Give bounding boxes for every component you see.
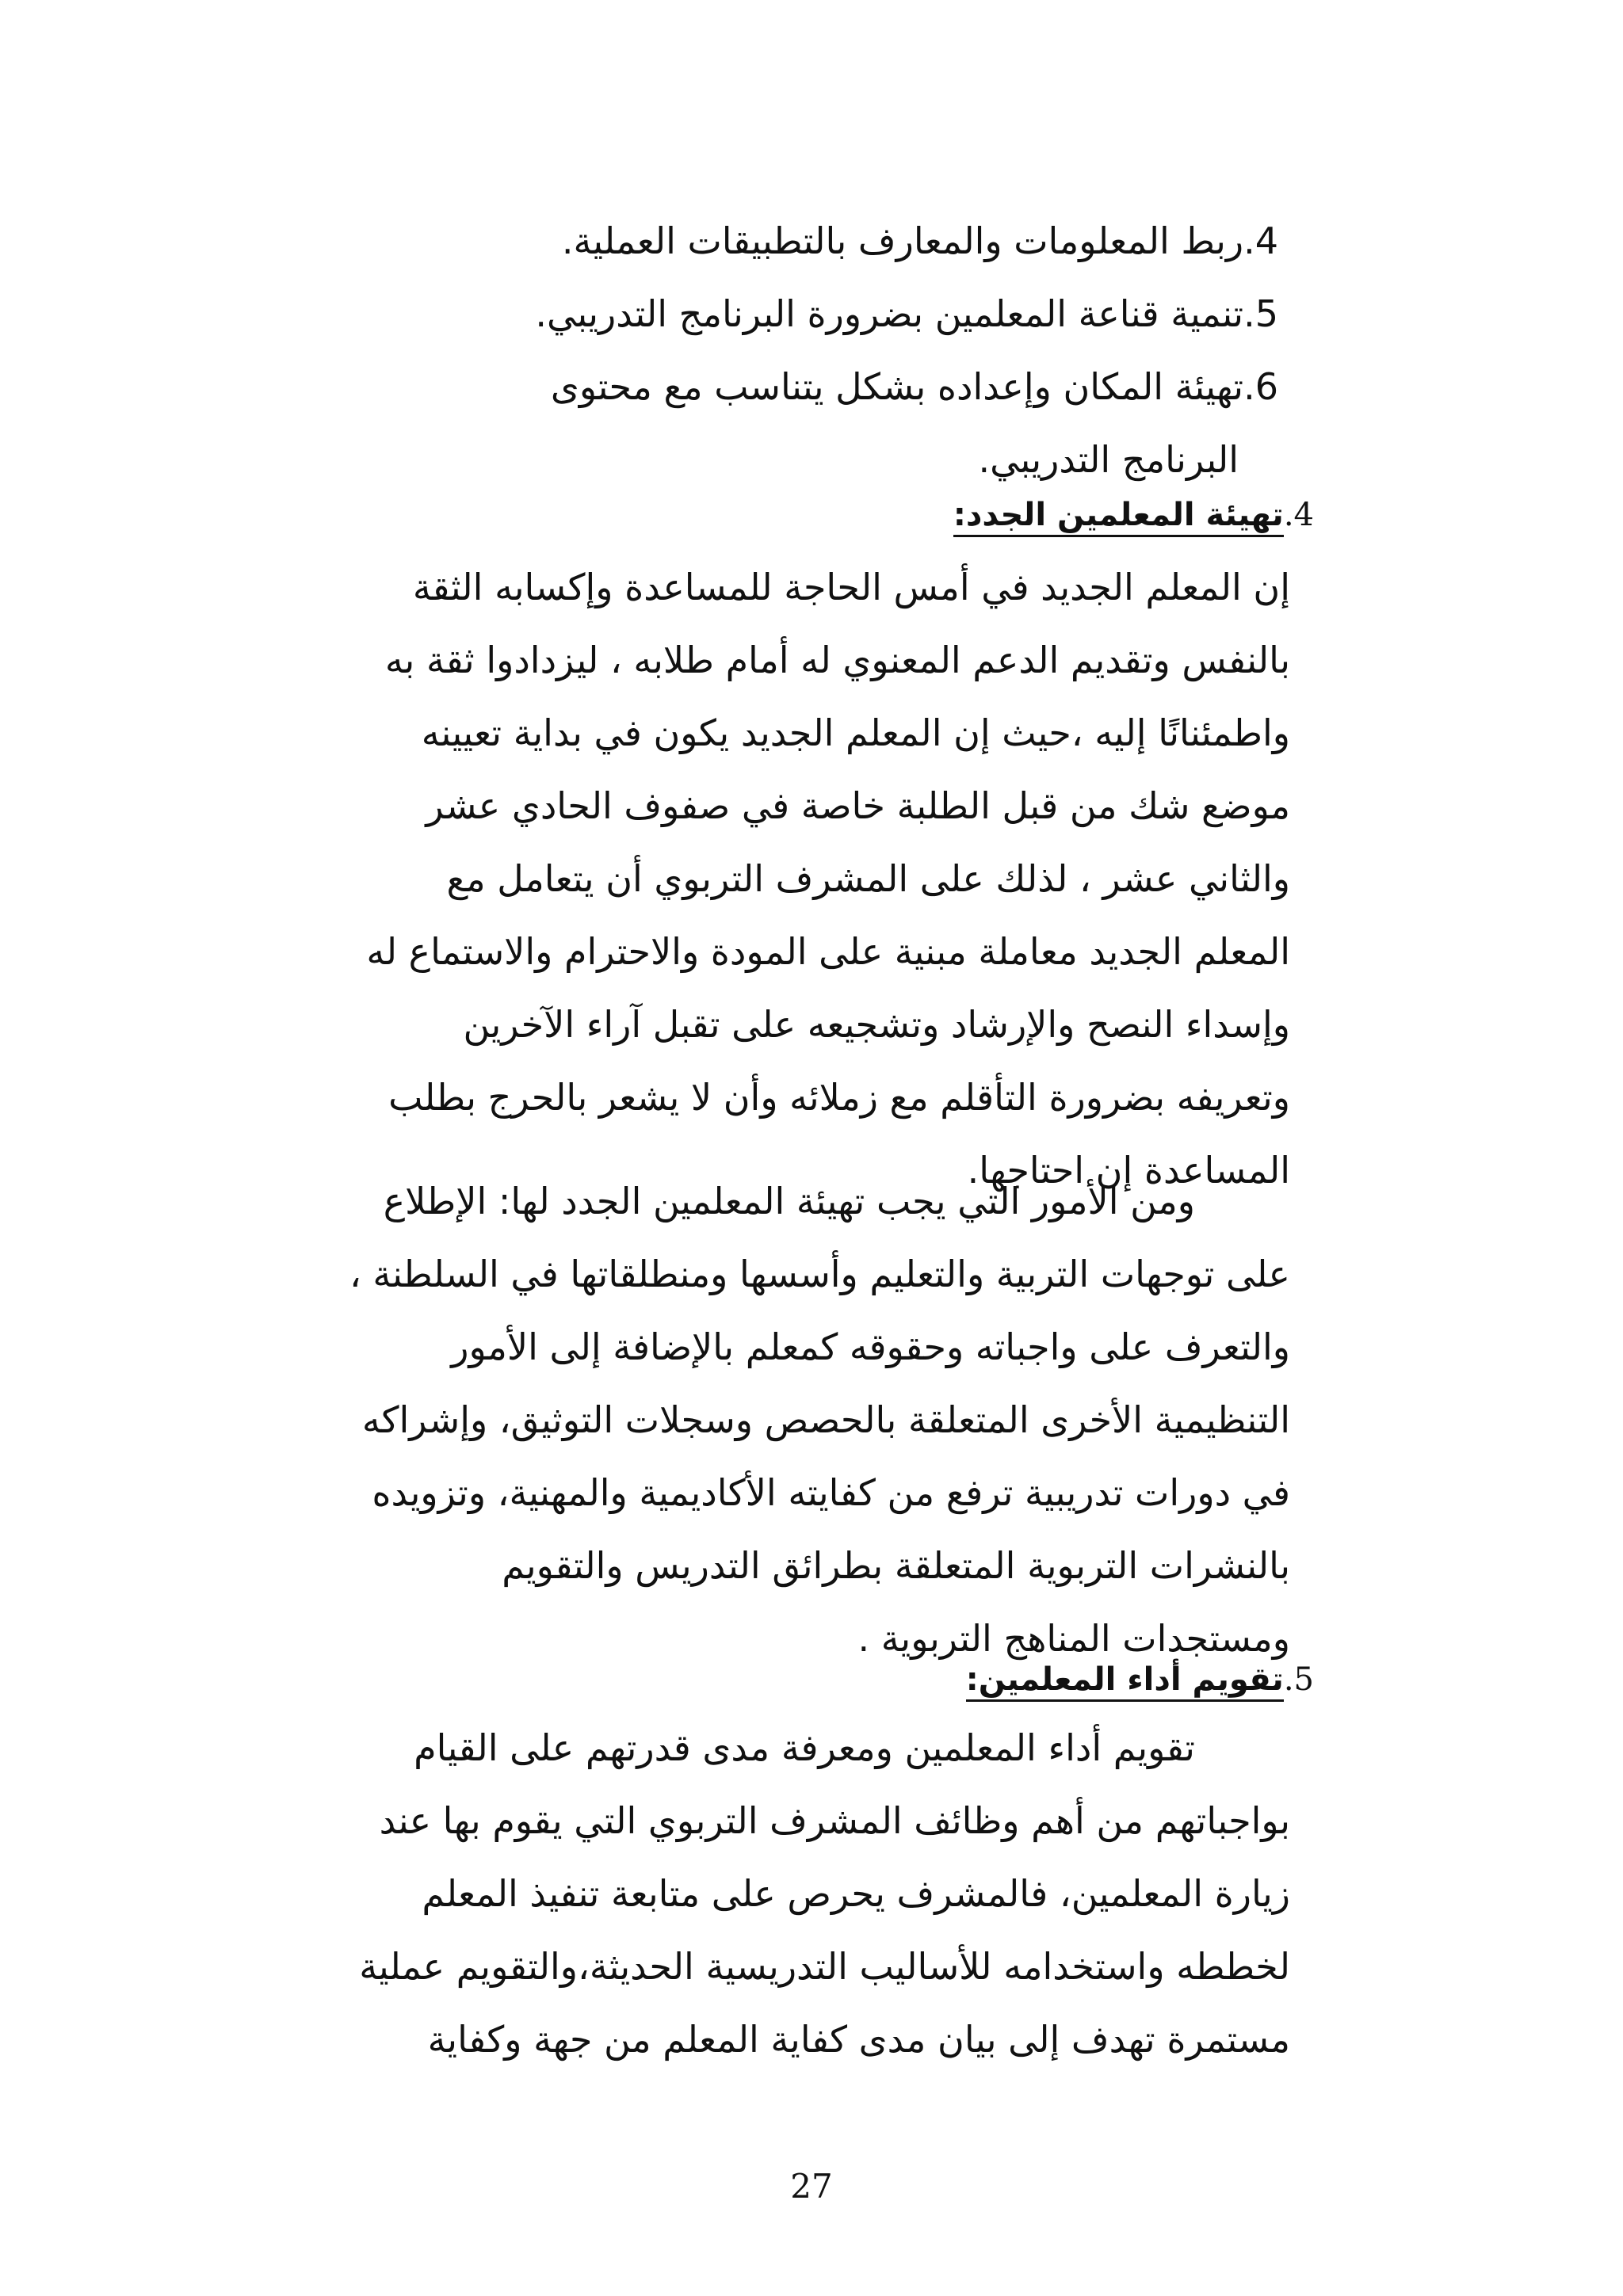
paragraph-new-teachers-1 [260,551,1290,1207]
paragraph-line: المعلم الجديد معاملة مبنية على المودة والاحترام والاستماع له [366,930,1290,973]
paragraph-line: لخططه واستخدامه للأساليب التدريسية الحديثة،والتقويم عملية [359,1945,1290,1988]
paragraph-line: وتعريفه بضرورة التأقلم مع زملائه وأن لا يشعر بالحرج بطلب [388,1076,1290,1119]
page-number: 27 [790,2167,833,2206]
paragraph-line: والثاني عشر ، لذلك على المشرف التربوي أن يتعامل مع [446,857,1290,900]
paragraph-teacher-evaluation [260,1711,1290,2076]
paragraph-line: في دورات تدريبية ترفع من كفايته الأكاديمية والمهنية، وتزويده [372,1471,1290,1514]
section-heading-teacher-evaluation [966,1656,1314,1703]
paragraph-line: على توجهات التربية والتعليم وأسسها ومنطلقاتها في السلطنة ، [349,1253,1290,1295]
list-item: 4.ربط المعلومات والمعارف بالتطبيقات العملية. [561,219,1278,262]
paragraph-line: بالنفس وتقديم الدعم المعنوي له أمام طلابه ، ليزدادوا ثقة به [384,639,1290,681]
objectives-list [327,204,1278,496]
paragraph-line: بواجباتهم من أهم وظائف المشرف التربوي التي يقوم بها عند [379,1799,1290,1842]
list-item-continuation: البرنامج التدريبي. [978,438,1239,481]
paragraph-line: وإسداء النصح والإرشاد وتشجيعه على تقبل آراء الآخرين [463,1003,1290,1046]
section-heading-new-teachers [953,491,1314,539]
list-item: 5.تنمية قناعة المعلمين بضرورة البرنامج التدريبي. [535,292,1278,335]
paragraph-line: إن المعلم الجديد في أمس الحاجة للمساعدة وإكسابه الثقة [412,566,1290,608]
paragraph-line: زيارة المعلمين، فالمشرف يحرص على متابعة تنفيذ المعلم [422,1872,1290,1915]
paragraph-line: ومن الأمور التي يجب تهيئة المعلمين الجدد لها: الإطلاع [383,1180,1195,1222]
paragraph-line: المساعدة إن احتاجها. [967,1149,1290,1192]
section-number: 5. [1283,1661,1314,1698]
list-item: 6.تهيئة المكان وإعداده بشكل يتناسب مع محتوى [550,365,1278,408]
section-title: تهيئة المعلمين الجدد: [953,497,1284,537]
section-title: تقويم أداء المعلمين: [966,1661,1284,1702]
paragraph-line: تقويم أداء المعلمين ومعرفة مدى قدرتهم على القيام [414,1726,1195,1769]
paragraph-line: موضع شك من قبل الطلبة خاصة في صفوف الحادي عشر [426,784,1290,827]
paragraph-line: بالنشرات التربوية المتعلقة بطرائق التدريس والتقويم [502,1544,1290,1587]
paragraph-line: والتعرف على واجباته وحقوقه كمعلم بالإضافة إلى الأمور [451,1325,1290,1368]
paragraph-line: واطمئنانًا إليه ،حيث إن المعلم الجديد يكون في بداية تعيينه [421,711,1290,754]
paragraph-line: ومستجدات المناهج التربوية . [857,1617,1290,1660]
section-number: 4. [1283,497,1314,533]
paragraph-line: مستمرة تهدف إلى بيان مدى كفاية المعلم من جهة وكفاية [427,2018,1290,2061]
paragraph-new-teachers-2 [260,1165,1290,1675]
paragraph-line: التنظيمية الأخرى المتعلقة بالحصص وسجلات التوثيق، وإشراكه [361,1398,1290,1441]
